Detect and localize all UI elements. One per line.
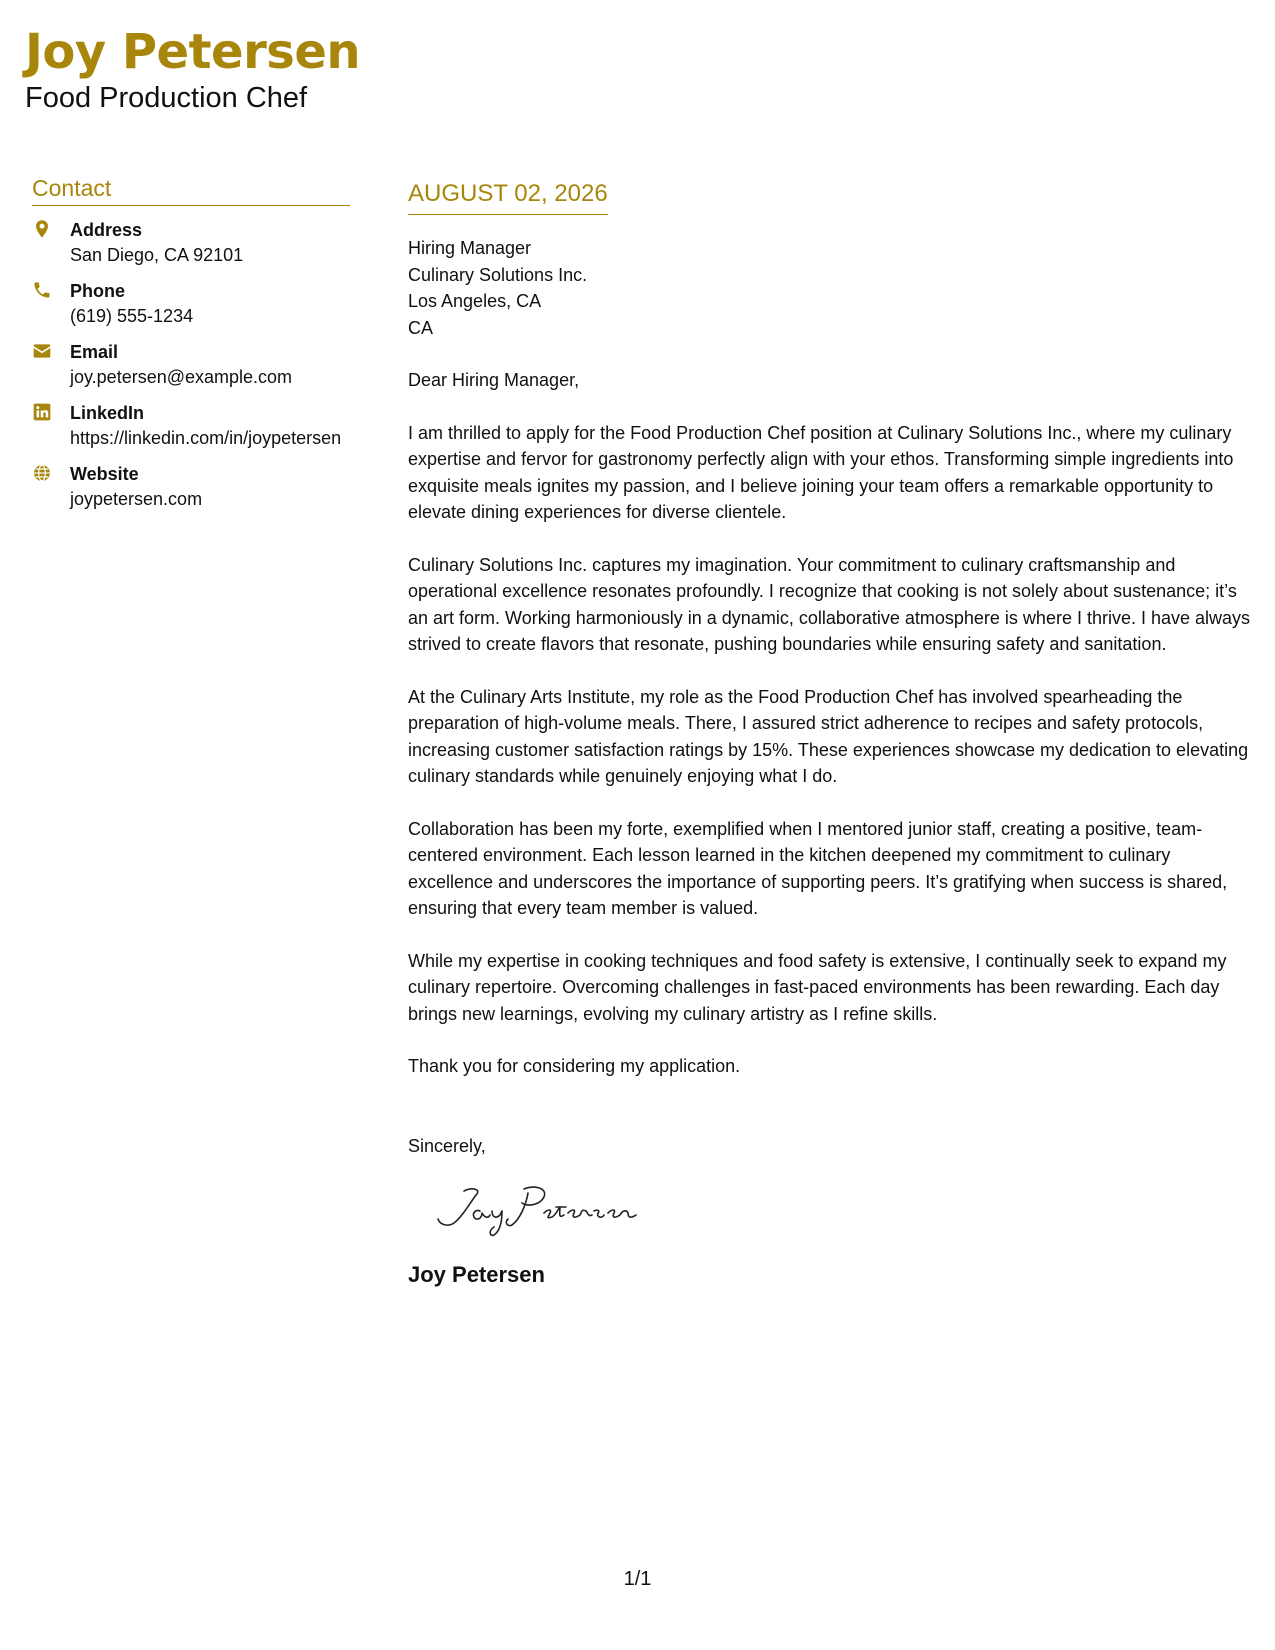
- address-label: Address: [70, 220, 143, 240]
- contact-sidebar: [32, 173, 350, 523]
- contact-item-email: [32, 340, 350, 390]
- signoff: Sincerely,: [408, 1135, 486, 1156]
- website-label: Website: [70, 464, 139, 484]
- linkedin-icon: [32, 402, 54, 424]
- recipient-line: Hiring Manager: [408, 238, 532, 258]
- letter-paragraph: While my expertise in cooking techniques and food safety is extensive, I continually seek to expand my culinary repertoire. Overcoming challenges in fast-paced environments has been rewarding. Each day brings new learnings, evolving my culinary artistry as I refine skills.: [408, 950, 1227, 1024]
- letter-paragraph: I am thrilled to apply for the Food Production Chef position at Culinary Solutions Inc., where my culinary expertise and fervor for gastronomy perfectly align with your ethos. Transforming simple ingredients into exquisite meals ignites my passion, and I believe joining your team offers a remarkable opportunity to elevate dining experiences for diverse clientele.: [408, 422, 1234, 522]
- linkedin-label: LinkedIn: [70, 403, 145, 423]
- linkedin-value[interactable]: https://linkedin.com/in/joypetersen: [70, 428, 342, 448]
- globe-icon: [32, 463, 54, 485]
- email-value: joy.petersen@example.com: [70, 367, 293, 387]
- signer-name: Joy Petersen: [408, 1262, 545, 1287]
- phone-icon: [32, 280, 54, 302]
- recipient-line: Los Angeles, CA: [408, 291, 542, 311]
- closing-thanks: Thank you for considering my application.: [408, 1056, 741, 1076]
- map-pin-icon: [32, 219, 54, 241]
- letter-date: AUGUST 02, 2026: [408, 178, 608, 215]
- website-value[interactable]: joypetersen.com: [70, 489, 203, 509]
- job-title: Food Production Chef: [25, 82, 308, 114]
- address-value: San Diego, CA 92101: [70, 245, 244, 265]
- letter-paragraph: Culinary Solutions Inc. captures my imagination. Your commitment to culinary craftsmanship and operational excellence resonates profoundly. I recognize that cooking is not solely about sustenance; it’s an art form. Working harmoniously in a dynamic, collaborative atmosphere is where I thrive. I have always strived to create flavors that resonate, pushing boundaries while ensuring safety and sanitation.: [408, 554, 1251, 654]
- recipient-line: CA: [408, 317, 434, 338]
- contact-item-address: [32, 218, 350, 268]
- signature-drawing: [432, 1179, 662, 1239]
- recipient-block: [408, 235, 1253, 341]
- contact-item-linkedin: [32, 401, 350, 451]
- salutation: Dear Hiring Manager,: [408, 370, 580, 390]
- contact-item-website: [32, 462, 350, 512]
- phone-label: Phone: [70, 281, 126, 301]
- letter-paragraph: Collaboration has been my forte, exemplified when I mentored junior staff, creating a positive, team-centered environment. Each lesson learned in the kitchen deepened my commitment to culinary excellence and underscores the importance of supporting peers. It’s gratifying when success is shared, ensuring that every team member is valued.: [408, 818, 1228, 918]
- resume-header: [25, 22, 360, 116]
- applicant-name: Joy Petersen: [25, 24, 361, 80]
- recipient-line: Culinary Solutions Inc.: [408, 264, 588, 285]
- cover-letter-body: [408, 178, 1253, 1289]
- contact-section-title: Contact: [32, 173, 350, 206]
- page-indicator: 1/1: [623, 1568, 652, 1590]
- email-label: Email: [70, 342, 119, 362]
- handwritten-signature: [432, 1179, 662, 1239]
- phone-value: (619) 555-1234: [70, 306, 194, 326]
- envelope-icon: [32, 341, 54, 363]
- contact-item-phone: [32, 279, 350, 329]
- letter-paragraph: At the Culinary Arts Institute, my role as the Food Production Chef has involved spearheading the preparation of high-volume meals. There, I assured strict adherence to recipes and safety protocols, increasing customer satisfaction ratings by 15%. These experiences showcase my dedication to elevating culinary standards while genuinely enjoying what I do.: [408, 686, 1249, 786]
